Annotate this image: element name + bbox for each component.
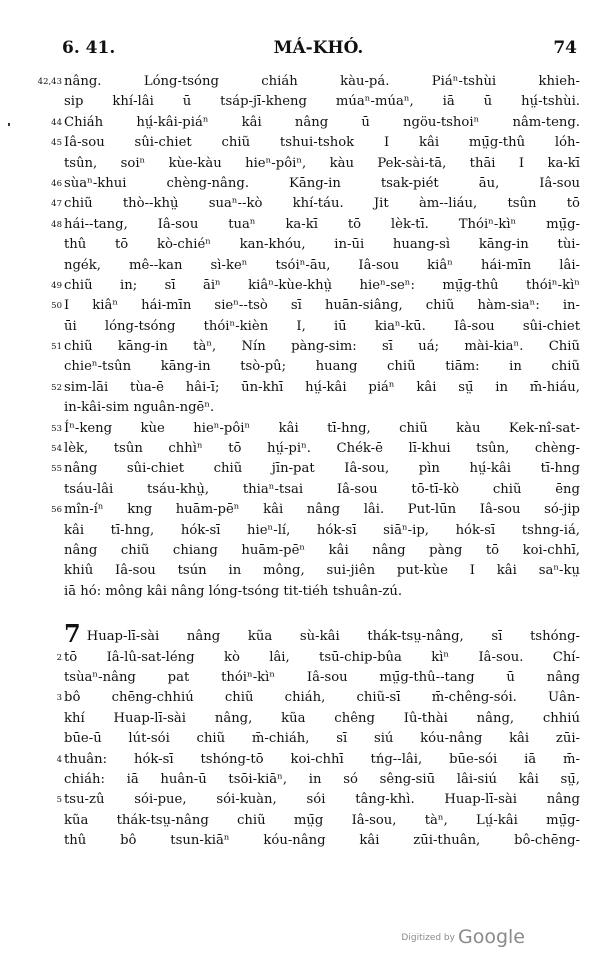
line-text: thû bô tsun-kiāⁿ kóu-nâng kâi zūi-thuân, bô-chēng-	[64, 833, 580, 849]
text-line	[51, 500, 580, 520]
page-header	[60, 38, 577, 64]
chapter-number: 7	[64, 619, 81, 649]
text-line	[37, 72, 580, 92]
text-line	[64, 256, 580, 276]
line-text: iā hó: mông kâi nâng lóng-tsóng tit-tiéh tshuân-zú.	[64, 583, 403, 599]
text-line	[51, 276, 580, 296]
verse-number: 53	[51, 423, 62, 434]
text-line	[64, 729, 580, 749]
line-text: tō Iâ-lû-sat-léng kò lâi, tsū-chip-bûa kìⁿ Iâ-sou. Chí-	[64, 649, 580, 665]
line-text: tsáu-lâi tsáu-khṳ̀, thiaⁿ-tsai Iâ-sou tō-tī-kò chiũ ēng	[64, 481, 580, 497]
text-line	[56, 648, 580, 668]
verse-number: 42,43	[37, 77, 62, 87]
text-line	[64, 582, 580, 602]
text-line	[51, 459, 580, 479]
verse-number: 55	[51, 464, 62, 475]
line-text: nâng sûi-chiet chiũ jīn-pat Iâ-sou, pìn hṳ́-kâi tī-hng	[64, 461, 580, 477]
verse-number: 56	[51, 505, 62, 516]
line-text: kũa thák-tsṳ-nâng chiũ mṳ̄g Iâ-sou, tàⁿ, Lṳ́-kâi mṳ̄g-	[64, 812, 580, 828]
verse-number: 45	[51, 138, 62, 149]
line-text: khiû Iâ-sou tsún in mông, sui-jiên put-kùe I kâi saⁿ-kṳ	[64, 563, 580, 579]
line-text: thuân: hók-sī tshóng-tō koi-chhī tńg--lâi, būe-sói iā m̄-	[64, 751, 580, 767]
line-text: in-kâi-sim nguân-ngēⁿ.	[64, 400, 215, 416]
line-text: chiũ in; sī āiⁿ kiâⁿ-kùe-khṳ̀ hieⁿ-seⁿ: mṳ̄g-thû thóiⁿ-kìⁿ	[64, 277, 580, 293]
line-text	[64, 619, 580, 649]
verse-number: 3	[56, 693, 62, 704]
text-line	[51, 194, 580, 214]
line-text: Chiáh hṳ́-kâi-piáⁿ kâi nâng ū ngöu-tshoiⁿ nâm-teng.	[64, 114, 580, 130]
line-text: chieⁿ-tsûn kāng-in tsò-pû; huang chiũ tiām: in chiũ	[64, 359, 580, 375]
chapter-gap	[64, 602, 580, 624]
text-line	[64, 92, 580, 112]
text-line	[51, 296, 580, 316]
line-text: chiũ kāng-in tàⁿ, Nín pàng-sim: sī uá; mài-kiaⁿ. Chiũ	[64, 339, 580, 355]
text-line	[64, 709, 580, 729]
line-text: ūi lóng-tsóng thóiⁿ-kièn I, iū kiaⁿ-kū. Iâ-sou sûi-chiet	[64, 318, 580, 334]
verse-number: 2	[56, 652, 62, 663]
text-line	[64, 770, 580, 790]
text-line	[64, 668, 580, 688]
line-text: nâng chiũ chiang huām-pēⁿ kâi nâng pàng tō koi-chhī,	[64, 542, 580, 558]
text-line	[51, 215, 580, 235]
text-line	[56, 750, 580, 770]
line-text: sim-lāi tùa-ē hâi-ī; ūn-khī hṳ́-kâi piáⁿ kâi sṳ̄ in m̄-hiáu,	[64, 379, 580, 395]
line-text: khí Huap-lī-sài nâng, kũa chêng Iû-thài nâng, chhiú	[64, 710, 580, 726]
book-title: MÁ-KHÓ.	[273, 38, 364, 58]
text-line	[51, 113, 580, 133]
chapter-verse-ref: 6. 41.	[62, 38, 116, 58]
chapter-6-continuation	[37, 72, 580, 602]
line-text: Iâ-sou sûi-chiet chiũ tshui-tshok I kâi mṳ̄g-thû lóh-	[64, 135, 580, 151]
text-line	[64, 154, 580, 174]
line-text: thû tō kò-chiéⁿ kan-khóu, in-ūi huang-sì kāng-in tùi-	[64, 237, 580, 253]
line-text: tsûn, soiⁿ kùe-kàu hieⁿ-pôiⁿ, kàu Pek-sài-tā, thāi I ka-kī	[64, 155, 580, 171]
verse-number: 4	[56, 754, 62, 765]
text-line	[64, 619, 580, 649]
text-line	[56, 790, 580, 810]
scripture-text	[37, 72, 580, 852]
text-line	[56, 688, 580, 708]
text-line	[51, 378, 580, 398]
text-line	[51, 439, 580, 459]
google-logo: Google	[457, 926, 525, 948]
text-line	[64, 317, 580, 337]
text-line	[64, 235, 580, 255]
text-line	[64, 561, 580, 581]
line-text: būe-ū lút-sói chiũ m̄-chiáh, sī siú kóu-nâng kâi zūi-	[64, 731, 580, 747]
verse-number: 5	[56, 795, 62, 806]
line-text: tsu-zû sói-pue, sói-kuàn, sói tâng-khì. Huap-lī-sài nâng	[64, 792, 580, 808]
line-text: I kiâⁿ hái-mīn sieⁿ--tsò sī huān-siâng, chiũ hàm-siaⁿ: in-	[64, 298, 580, 314]
text-line	[64, 831, 580, 851]
line-text: chiáh: iā huân-ū tsōi-kiāⁿ, in só sêng-siū lâi-siú kâi sṳ̄,	[64, 772, 580, 787]
google-watermark	[401, 926, 525, 948]
verse-number: 49	[51, 280, 62, 291]
text-line	[64, 811, 580, 831]
verse-number: 44	[51, 117, 62, 128]
line-text: Íⁿ-keng kùe hieⁿ-pôiⁿ kâi tī-hng, chiũ kàu Kek-nî-sat-	[64, 420, 580, 436]
line-text: kâi tī-hng, hók-sī hieⁿ-lí, hók-sī siāⁿ-ip, hók-sī tshng-iá,	[64, 522, 580, 538]
line-text: mîn-íⁿ kng huām-pēⁿ kâi nâng lâi. Put-lūn Iâ-sou só-jip	[64, 502, 580, 518]
chapter-7	[56, 619, 580, 851]
verse-number: 51	[51, 342, 62, 353]
line-text: tsùaⁿ-nâng pat thóiⁿ-kìⁿ Iâ-sou mṳ̄g-thû--tang ū nâng	[64, 670, 580, 686]
line-text: nâng. Lóng-tsóng chiáh kàu-pá. Piáⁿ-tshùi khieh-	[64, 74, 580, 89]
verse-number: 46	[51, 178, 62, 189]
verse-number: 52	[51, 382, 62, 393]
verse-number: 50	[51, 301, 62, 312]
line-text: ngék, mê--kan sì-keⁿ tsóiⁿ-āu, Iâ-sou kiâⁿ hái-mīn lâi-	[64, 257, 580, 273]
line-text: hái--tang, Iâ-sou tuaⁿ ka-kī tō lèk-tī. Thóiⁿ-kìⁿ mṳ̄g-	[64, 216, 580, 232]
text-line	[51, 419, 580, 439]
line-text: sùaⁿ-khui chèng-nâng. Kāng-in tsak-piét āu, Iâ-sou	[64, 175, 580, 191]
text-line	[51, 174, 580, 194]
text-line	[51, 337, 580, 357]
line-text: sip khí-lâi ū tsáp-jī-kheng múaⁿ-múaⁿ, iā ū hṳ́-tshùi.	[64, 94, 580, 110]
line-text: chiũ thò--khṳ̀ suaⁿ--kò khí-táu. Jit àm--liáu, tsûn tō	[64, 196, 580, 212]
line-text: bô chēng-chhiú chiũ chiáh, chiũ-sī m̄-chêng-sói. Uân-	[64, 690, 580, 706]
text-line	[51, 133, 580, 153]
verse-number: 48	[51, 219, 62, 230]
verse-number: 47	[51, 199, 62, 210]
digitized-by-text: Digitized by	[401, 933, 455, 943]
text-line	[64, 480, 580, 500]
line-text-content: Huap-lī-sài nâng kũa sù-kâi thák-tsṳ-nâng, sī tshóng-	[86, 629, 580, 645]
text-line	[64, 521, 580, 541]
verse-number: 54	[51, 444, 62, 455]
margin-mark	[8, 123, 10, 126]
text-line	[64, 398, 580, 418]
page-number: 74	[553, 38, 577, 58]
line-text: lèk, tsûn chhìⁿ tō hṳ́-piⁿ. Chék-ē lī-khui tsûn, chèng-	[64, 441, 580, 457]
text-line	[64, 541, 580, 561]
text-line	[64, 357, 580, 377]
